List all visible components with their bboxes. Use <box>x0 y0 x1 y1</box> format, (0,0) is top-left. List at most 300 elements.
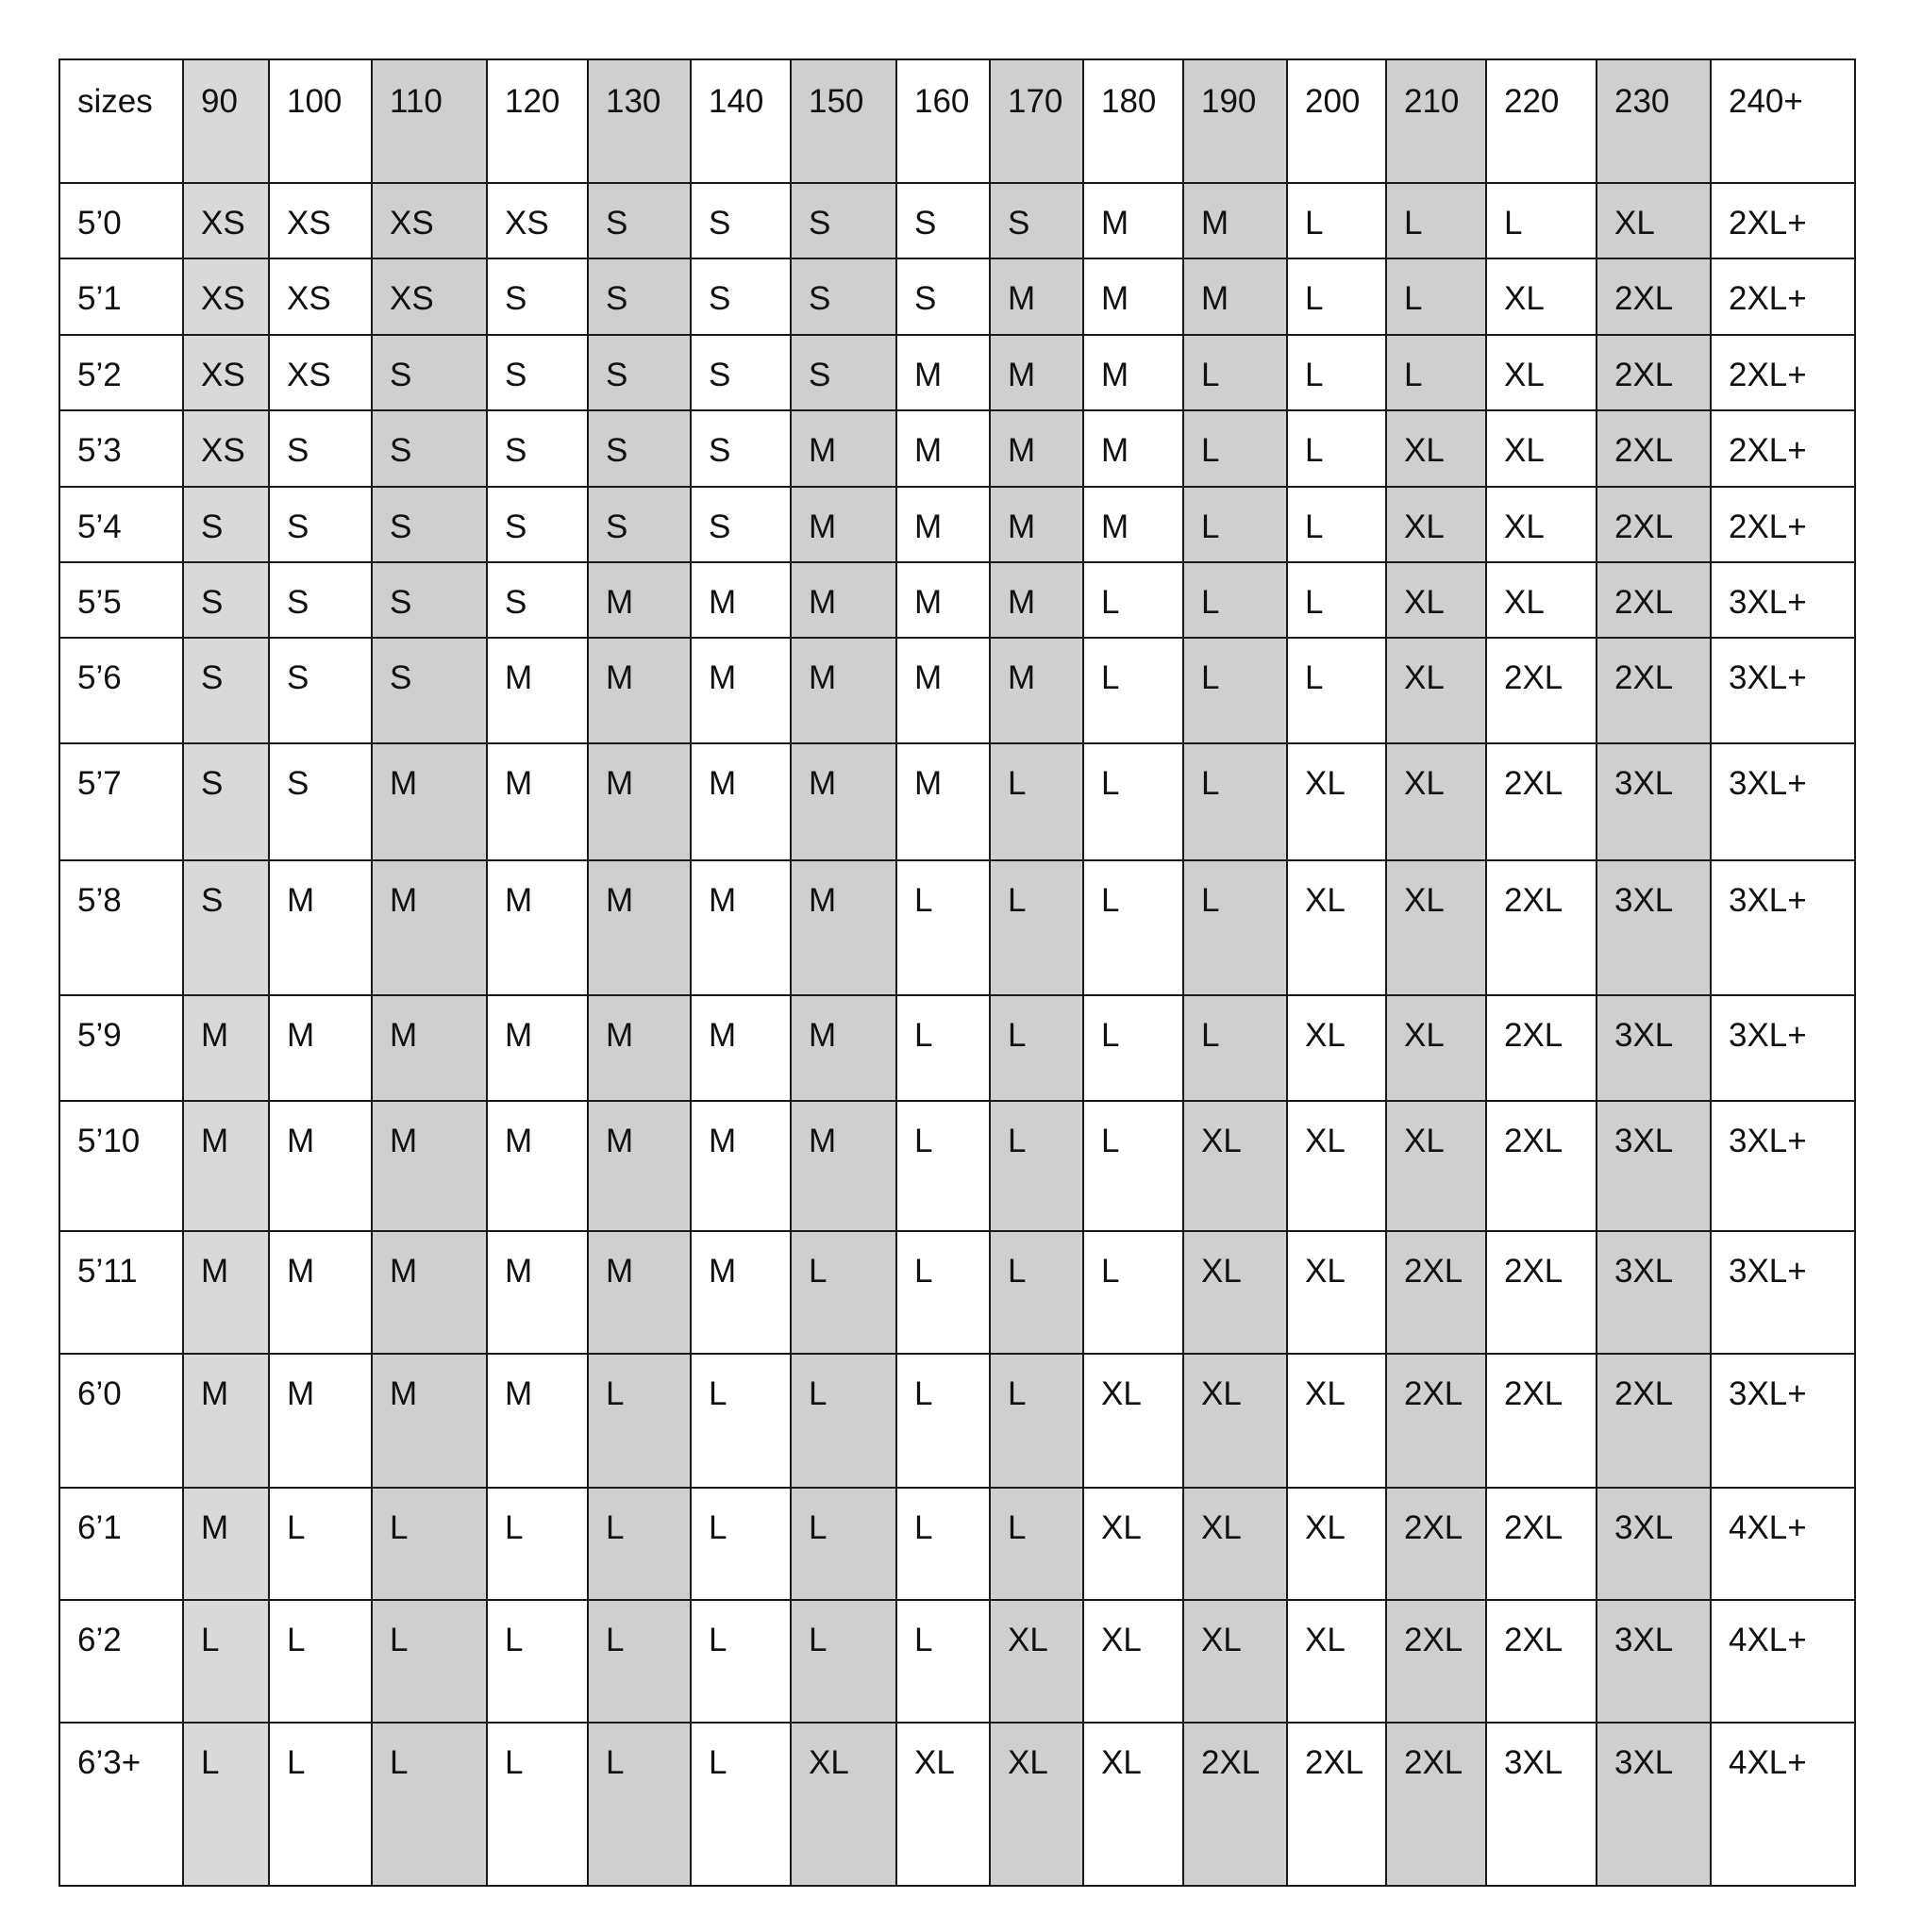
size-cell: XL <box>1386 638 1486 743</box>
size-cell: L <box>183 1600 269 1723</box>
size-cell: L <box>990 1231 1083 1354</box>
size-cell: L <box>1083 562 1183 638</box>
size-cell: L <box>1083 638 1183 743</box>
size-cell: XS <box>487 183 588 258</box>
size-cell: L <box>990 1101 1083 1232</box>
size-cell: 3XL <box>1597 1231 1711 1354</box>
size-cell: XL <box>1083 1488 1183 1601</box>
header-weight-140: 140 <box>691 59 791 183</box>
size-cell: L <box>1183 743 1287 860</box>
size-cell: XL <box>1486 562 1597 638</box>
header-weight-200: 200 <box>1287 59 1386 183</box>
table-row <box>59 1354 1855 1488</box>
size-cell: S <box>588 183 691 258</box>
size-cell: XL <box>1486 487 1597 562</box>
size-cell: XL <box>896 1723 990 1886</box>
size-cell: M <box>487 743 588 860</box>
size-cell: XL <box>1183 1488 1287 1601</box>
size-cell: XS <box>183 335 269 410</box>
size-cell: M <box>691 1231 791 1354</box>
size-cell: L <box>691 1488 791 1601</box>
size-cell: 2XL <box>1597 410 1711 486</box>
size-cell: XS <box>269 183 372 258</box>
size-cell: S <box>372 410 487 486</box>
table-body <box>59 183 1855 1886</box>
table-row <box>59 1723 1855 1886</box>
header-weight-90: 90 <box>183 59 269 183</box>
table-row <box>59 638 1855 743</box>
size-cell: L <box>896 1101 990 1232</box>
header-row <box>59 59 1855 183</box>
size-cell: M <box>487 1354 588 1488</box>
size-cell: M <box>588 1101 691 1232</box>
size-cell: XL <box>1287 743 1386 860</box>
size-cell: M <box>791 487 896 562</box>
size-cell: XL <box>1287 1600 1386 1723</box>
size-cell: XS <box>269 258 372 334</box>
size-cell: 2XL <box>1486 638 1597 743</box>
size-cell: M <box>588 743 691 860</box>
size-cell: 2XL <box>1597 258 1711 334</box>
size-cell: 3XL <box>1597 1488 1711 1601</box>
header-label-sizes: sizes <box>59 59 183 183</box>
size-cell: M <box>183 1101 269 1232</box>
size-cell: XL <box>1287 1101 1386 1232</box>
table-row <box>59 183 1855 258</box>
size-cell: M <box>691 638 791 743</box>
size-cell: L <box>588 1600 691 1723</box>
size-cell: M <box>183 1488 269 1601</box>
size-cell: M <box>791 995 896 1101</box>
size-cell: L <box>896 1488 990 1601</box>
size-cell: XS <box>269 335 372 410</box>
size-cell: M <box>791 562 896 638</box>
size-cell: 2XL <box>1386 1488 1486 1601</box>
row-height-label: 5’10 <box>59 1101 183 1232</box>
size-cell: S <box>990 183 1083 258</box>
size-cell: L <box>1287 487 1386 562</box>
header-weight-230: 230 <box>1597 59 1711 183</box>
row-height-label: 5’7 <box>59 743 183 860</box>
row-height-label: 6’3+ <box>59 1723 183 1886</box>
size-cell: M <box>896 562 990 638</box>
size-cell: XS <box>183 183 269 258</box>
size-cell: L <box>691 1600 791 1723</box>
size-cell: M <box>896 638 990 743</box>
size-cell: L <box>269 1600 372 1723</box>
size-cell: L <box>1183 638 1287 743</box>
size-cell: L <box>896 995 990 1101</box>
header-weight-100: 100 <box>269 59 372 183</box>
size-cell: XL <box>1083 1354 1183 1488</box>
size-cell: L <box>1083 743 1183 860</box>
size-cell: 4XL+ <box>1711 1600 1855 1723</box>
size-cell: M <box>269 1354 372 1488</box>
size-cell: S <box>588 410 691 486</box>
size-cell: XS <box>183 410 269 486</box>
size-cell: M <box>990 410 1083 486</box>
size-cell: M <box>372 860 487 996</box>
size-cell: L <box>1183 410 1287 486</box>
size-cell: L <box>269 1723 372 1886</box>
size-cell: S <box>372 638 487 743</box>
size-cell: L <box>269 1488 372 1601</box>
size-cell: S <box>691 335 791 410</box>
size-cell: XL <box>1386 487 1486 562</box>
size-cell: S <box>183 860 269 996</box>
size-cell: M <box>990 562 1083 638</box>
size-cell: 2XL <box>1287 1723 1386 1886</box>
size-cell: 2XL <box>1597 487 1711 562</box>
size-cell: L <box>1386 258 1486 334</box>
header-weight-130: 130 <box>588 59 691 183</box>
size-cell: M <box>183 1231 269 1354</box>
size-cell: XL <box>990 1723 1083 1886</box>
size-cell: S <box>588 487 691 562</box>
size-cell: 2XL <box>1386 1600 1486 1723</box>
size-cell: L <box>1183 335 1287 410</box>
size-cell: M <box>487 860 588 996</box>
table-row <box>59 410 1855 486</box>
size-cell: L <box>990 1488 1083 1601</box>
size-cell: M <box>588 562 691 638</box>
size-cell: M <box>990 487 1083 562</box>
size-cell: M <box>487 995 588 1101</box>
size-cell: 2XL <box>1486 1600 1597 1723</box>
size-cell: M <box>183 1354 269 1488</box>
size-cell: XL <box>1287 1354 1386 1488</box>
size-cell: M <box>588 860 691 996</box>
size-cell: M <box>691 860 791 996</box>
size-cell: M <box>269 995 372 1101</box>
size-cell: 4XL+ <box>1711 1723 1855 1886</box>
size-cell: XS <box>372 258 487 334</box>
table-row <box>59 1488 1855 1601</box>
size-cell: S <box>791 183 896 258</box>
size-cell: M <box>1083 410 1183 486</box>
size-cell: 3XL <box>1597 995 1711 1101</box>
size-cell: 2XL <box>1486 1488 1597 1601</box>
size-cell: 3XL <box>1597 1101 1711 1232</box>
size-cell: XL <box>1287 1488 1386 1601</box>
size-cell: S <box>269 562 372 638</box>
size-cell: 2XL <box>1386 1354 1486 1488</box>
size-cell: L <box>691 1723 791 1886</box>
header-weight-160: 160 <box>896 59 990 183</box>
table-row <box>59 1101 1855 1232</box>
size-cell: S <box>372 335 487 410</box>
size-cell: 3XL <box>1486 1723 1597 1886</box>
size-cell: S <box>183 638 269 743</box>
size-cell: XL <box>1386 1101 1486 1232</box>
size-cell: 3XL <box>1597 1723 1711 1886</box>
size-cell: S <box>269 410 372 486</box>
size-cell: S <box>269 743 372 860</box>
size-cell: S <box>487 335 588 410</box>
row-height-label: 5’11 <box>59 1231 183 1354</box>
size-cell: 3XL <box>1597 743 1711 860</box>
size-cell: 2XL <box>1386 1231 1486 1354</box>
table-row <box>59 1231 1855 1354</box>
size-cell: M <box>1183 258 1287 334</box>
size-cell: M <box>588 1231 691 1354</box>
size-cell: XL <box>1386 860 1486 996</box>
size-cell: L <box>1287 410 1386 486</box>
size-cell: S <box>487 487 588 562</box>
size-cell: M <box>896 487 990 562</box>
size-cell: XS <box>183 258 269 334</box>
size-cell: S <box>487 562 588 638</box>
size-cell: L <box>588 1354 691 1488</box>
size-cell: L <box>1287 335 1386 410</box>
row-height-label: 5’3 <box>59 410 183 486</box>
size-cell: XL <box>1486 410 1597 486</box>
size-cell: S <box>691 258 791 334</box>
header-weight-210: 210 <box>1386 59 1486 183</box>
size-cell: S <box>487 410 588 486</box>
size-cell: M <box>487 638 588 743</box>
size-cell: L <box>1183 562 1287 638</box>
size-chart-table <box>59 58 1856 1887</box>
size-cell: XL <box>1183 1600 1287 1723</box>
row-height-label: 5’5 <box>59 562 183 638</box>
size-cell: M <box>691 1101 791 1232</box>
size-cell: M <box>1183 183 1287 258</box>
header-weight-150: 150 <box>791 59 896 183</box>
size-cell: 3XL+ <box>1711 1354 1855 1488</box>
table-row <box>59 562 1855 638</box>
size-cell: M <box>372 1101 487 1232</box>
size-cell: 3XL <box>1597 860 1711 996</box>
size-cell: XL <box>1486 258 1597 334</box>
size-cell: XL <box>791 1723 896 1886</box>
size-cell: L <box>588 1723 691 1886</box>
size-cell: 3XL+ <box>1711 743 1855 860</box>
size-cell: XL <box>1486 335 1597 410</box>
size-cell: M <box>588 995 691 1101</box>
table-row <box>59 335 1855 410</box>
size-cell: 2XL <box>1386 1723 1486 1886</box>
size-cell: L <box>990 743 1083 860</box>
size-cell: M <box>372 1354 487 1488</box>
size-cell: L <box>1287 183 1386 258</box>
size-cell: XS <box>372 183 487 258</box>
size-cell: M <box>183 995 269 1101</box>
size-cell: L <box>791 1600 896 1723</box>
size-cell: L <box>372 1600 487 1723</box>
size-cell: M <box>990 258 1083 334</box>
size-cell: L <box>1083 1101 1183 1232</box>
size-cell: L <box>1083 1231 1183 1354</box>
size-cell: M <box>791 410 896 486</box>
size-cell: 2XL <box>1486 860 1597 996</box>
size-cell: M <box>896 410 990 486</box>
size-cell: XL <box>1083 1600 1183 1723</box>
size-cell: 3XL <box>1597 1600 1711 1723</box>
size-cell: S <box>691 410 791 486</box>
size-cell: 3XL+ <box>1711 1231 1855 1354</box>
size-cell: 3XL+ <box>1711 995 1855 1101</box>
header-weight-190: 190 <box>1183 59 1287 183</box>
row-height-label: 5’9 <box>59 995 183 1101</box>
size-cell: M <box>372 743 487 860</box>
size-cell: L <box>691 1354 791 1488</box>
size-cell: XL <box>1083 1723 1183 1886</box>
size-cell: L <box>1287 638 1386 743</box>
size-cell: L <box>1486 183 1597 258</box>
size-cell: S <box>372 487 487 562</box>
size-cell: XL <box>1386 995 1486 1101</box>
size-cell: L <box>896 1600 990 1723</box>
size-cell: S <box>791 258 896 334</box>
size-cell: L <box>487 1600 588 1723</box>
size-cell: L <box>1386 183 1486 258</box>
size-cell: M <box>487 1101 588 1232</box>
size-cell: 2XL+ <box>1711 487 1855 562</box>
size-cell: 3XL+ <box>1711 860 1855 996</box>
table-row <box>59 995 1855 1101</box>
size-cell: L <box>1083 995 1183 1101</box>
size-cell: 2XL+ <box>1711 410 1855 486</box>
size-cell: M <box>487 1231 588 1354</box>
row-height-label: 6’0 <box>59 1354 183 1488</box>
size-cell: S <box>691 183 791 258</box>
header-weight-240plus: 240+ <box>1711 59 1855 183</box>
size-cell: M <box>691 743 791 860</box>
size-cell: M <box>372 1231 487 1354</box>
size-cell: L <box>990 1354 1083 1488</box>
size-cell: 2XL <box>1486 1101 1597 1232</box>
size-cell: L <box>588 1488 691 1601</box>
size-cell: 2XL <box>1183 1723 1287 1886</box>
size-cell: XL <box>1386 562 1486 638</box>
size-cell: 2XL <box>1486 743 1597 860</box>
header-weight-180: 180 <box>1083 59 1183 183</box>
size-cell: M <box>791 743 896 860</box>
size-cell: M <box>588 638 691 743</box>
size-cell: XL <box>1597 183 1711 258</box>
size-cell: XL <box>990 1600 1083 1723</box>
size-cell: S <box>487 258 588 334</box>
header-weight-170: 170 <box>990 59 1083 183</box>
row-height-label: 5’1 <box>59 258 183 334</box>
table-row <box>59 1600 1855 1723</box>
size-cell: L <box>791 1231 896 1354</box>
row-height-label: 5’4 <box>59 487 183 562</box>
size-cell: M <box>1083 183 1183 258</box>
size-cell: L <box>1386 335 1486 410</box>
header-weight-220: 220 <box>1486 59 1597 183</box>
size-cell: XL <box>1287 995 1386 1101</box>
size-cell: S <box>896 183 990 258</box>
row-height-label: 5’0 <box>59 183 183 258</box>
row-height-label: 5’6 <box>59 638 183 743</box>
size-cell: L <box>487 1488 588 1601</box>
size-cell: M <box>791 638 896 743</box>
size-cell: 2XL <box>1597 562 1711 638</box>
table-row <box>59 743 1855 860</box>
size-cell: 3XL+ <box>1711 562 1855 638</box>
row-height-label: 5’8 <box>59 860 183 996</box>
size-cell: M <box>896 743 990 860</box>
size-cell: S <box>691 487 791 562</box>
size-cell: XL <box>1183 1354 1287 1488</box>
size-cell: L <box>1083 860 1183 996</box>
size-cell: M <box>691 995 791 1101</box>
size-cell: XL <box>1386 410 1486 486</box>
size-cell: 4XL+ <box>1711 1488 1855 1601</box>
size-cell: 2XL+ <box>1711 258 1855 334</box>
size-cell: 2XL+ <box>1711 335 1855 410</box>
size-cell: 2XL <box>1486 1354 1597 1488</box>
size-cell: S <box>896 258 990 334</box>
size-cell: L <box>372 1723 487 1886</box>
size-cell: M <box>269 1231 372 1354</box>
size-cell: S <box>183 743 269 860</box>
size-cell: 2XL <box>1597 1354 1711 1488</box>
size-cell: L <box>990 995 1083 1101</box>
size-cell: M <box>896 335 990 410</box>
table-row <box>59 487 1855 562</box>
size-cell: XL <box>1287 1231 1386 1354</box>
size-cell: M <box>1083 487 1183 562</box>
row-height-label: 6’2 <box>59 1600 183 1723</box>
size-cell: S <box>269 487 372 562</box>
size-cell: S <box>791 335 896 410</box>
size-cell: S <box>183 487 269 562</box>
size-cell: 2XL <box>1486 1231 1597 1354</box>
size-cell: L <box>372 1488 487 1601</box>
size-cell: L <box>1287 258 1386 334</box>
size-cell: S <box>588 258 691 334</box>
size-cell: 2XL+ <box>1711 183 1855 258</box>
size-cell: L <box>1183 995 1287 1101</box>
size-cell: S <box>372 562 487 638</box>
header-weight-120: 120 <box>487 59 588 183</box>
size-cell: M <box>372 995 487 1101</box>
size-cell: 3XL+ <box>1711 638 1855 743</box>
size-cell: S <box>183 562 269 638</box>
table-row <box>59 258 1855 334</box>
size-cell: L <box>1287 562 1386 638</box>
size-cell: XL <box>1183 1101 1287 1232</box>
size-cell: M <box>269 860 372 996</box>
size-cell: L <box>896 1231 990 1354</box>
size-cell: L <box>1183 860 1287 996</box>
row-height-label: 5’2 <box>59 335 183 410</box>
size-cell: L <box>791 1488 896 1601</box>
size-cell: M <box>269 1101 372 1232</box>
size-cell: 3XL+ <box>1711 1101 1855 1232</box>
size-cell: M <box>791 1101 896 1232</box>
size-cell: L <box>896 1354 990 1488</box>
size-cell: L <box>896 860 990 996</box>
size-cell: XL <box>1287 860 1386 996</box>
size-cell: M <box>990 335 1083 410</box>
size-cell: M <box>990 638 1083 743</box>
size-cell: L <box>1183 487 1287 562</box>
size-cell: M <box>1083 335 1183 410</box>
size-cell: 2XL <box>1486 995 1597 1101</box>
size-cell: XL <box>1183 1231 1287 1354</box>
size-cell: M <box>1083 258 1183 334</box>
header-weight-110: 110 <box>372 59 487 183</box>
size-cell: L <box>487 1723 588 1886</box>
size-cell: L <box>183 1723 269 1886</box>
row-height-label: 6’1 <box>59 1488 183 1601</box>
size-cell: S <box>588 335 691 410</box>
size-cell: M <box>791 860 896 996</box>
